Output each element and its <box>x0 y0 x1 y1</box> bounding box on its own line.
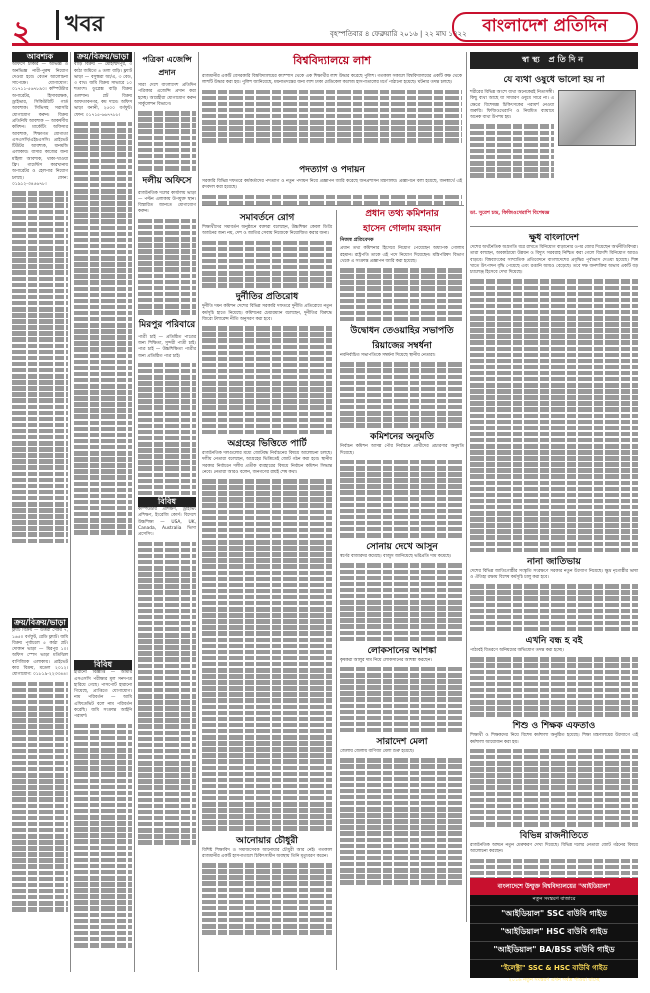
article-text-lines <box>202 479 332 831</box>
classified-column-2 <box>74 52 132 652</box>
advertisement[interactable] <box>470 878 638 992</box>
newspaper-logo[interactable]: বাংলাদেশ প্রতিদিন <box>452 12 638 42</box>
headline[interactable]: কমিশনের অনুমতি <box>370 432 434 443</box>
article-text: নির্বাচন কমিশন আসন্ন পৌর নির্বাচনে প্রার্থীদের প্রচারণার অনুমতি দিয়েছে। <box>340 444 464 456</box>
headline-line-2[interactable]: রিয়াজের সম্বর্ধনা <box>372 341 432 352</box>
article-text: সরকারি বিভিন্ন দফতরে কর্মকর্তাদের পদত্যাগ ও নতুন পদায়ন নিয়ে প্রজ্ঞাপন জারি করেছে জনপ্রশাসন মন্ত্রণালয়। প্রজ্ঞাপনে বলা হয়েছে, জনস্বার্থে এই রদবদল করা হয়েছে। <box>202 179 462 191</box>
article-text: রাজনৈতিক দলগুলোর মধ্যে জোটবদ্ধ নির্বাচনের বিষয়ে আলোচনা চলছে। দলীয় নেতারা বলেছেন, আগ্রহের ভিত্তিতেই জোট গঠন করা হবে। স্থানীয় সরকার নির্বাচনে দলীয় প্রতীক ব্যবহারের বিষয়ে নির্বাচন কমিশন সিদ্ধান্ত নেবে। নেতারা আরও বলেন, জনগণের রায়ই শেষ কথা। <box>202 450 332 475</box>
classified-heading: আবশ্যক <box>12 52 68 62</box>
headline[interactable]: সমাবর্তনে রোগ <box>239 213 295 223</box>
right-center-column <box>340 52 464 970</box>
feature-author: ডা. সুরেশ চন্দ্র, ফিজিওথেরাপি বিশেষজ্ঞ <box>470 210 550 216</box>
headline-line-2[interactable]: হাসেন গোলাম রহমান <box>363 224 441 234</box>
right-column-stories <box>470 230 638 920</box>
classified-text-lines <box>138 111 196 170</box>
article-text: দুর্নীতি দমন কমিশন দেশের বিভিন্ন সরকারি দফতরে দুর্নীতি প্রতিরোধে নতুন কর্মসূচি হাতে নিয়েছে। কমিশনের চেয়ারম্যান বলেছেন, দুর্নীতির বিরুদ্ধে জিরো টলারেন্স নীতি অনুসরণ করা হবে। <box>202 304 332 322</box>
article-text-lines <box>470 749 638 827</box>
article-text-lines <box>340 563 464 641</box>
classified-text: ফ্ল্যাট বিক্রয় — উত্তরা সেক্টর ৭, ১৬৫০ বর্গফুট, রেডি ফ্ল্যাট। জমি বিক্রয় পূর্বাচলে ৫ কাঠা প্লট। দোকান ভাড়া — মিরপুর ১০। অফিস স্পেস ভাড়া মতিঝিল বাণিজ্যিক এলাকায়। প্রাইভেট কার বিক্রয়, মডেল ২০১২। যোগাযোগ: ০১৮১৯-২২৩৩৪৪। <box>12 628 68 678</box>
headline[interactable]: সোনায় দেখে আসুন <box>366 542 438 553</box>
article-text: রাজনৈতিক অঙ্গনে নতুন মেরুকরণ দেখা দিয়েছে। বিভিন্ন দলের নেতারা জোট গঠনের বিষয়ে আলোচনা করছেন। <box>470 843 638 855</box>
ad-product-ba-bss: "আইডিয়াল" BA/BSS বাউবি গাইড <box>470 941 638 959</box>
article-text-lines <box>470 657 638 716</box>
headline[interactable]: শিশু ও শিক্ষক এফতাও <box>512 721 596 732</box>
classified-text-lines <box>74 724 132 948</box>
ad-product-hsc: "আইডিয়াল" HSC বাউবি গাইড <box>470 923 638 941</box>
article-text: শিক্ষার্থীদের সমাবর্তন অনুষ্ঠানে বক্তারা বলেছেন, উচ্চশিক্ষা কেবল ডিগ্রি অর্জনের জন্য নয়, দেশ ও জাতির সেবায় নিজেকে নিয়োজিত করার জন্য। <box>202 225 332 237</box>
section-title: খবর <box>56 10 104 40</box>
ad-product-ssc: "আইডিয়াল" SSC বাউবি গাইড <box>470 905 638 923</box>
article-text: জেলায় জেলায় বাণিজ্য মেলা শুরু হয়েছে। <box>340 749 415 755</box>
article-text-lines <box>340 362 464 427</box>
dateline: বৃহস্পতিবার ৪ ফেব্রুয়ারি ২০১৬ | ২২ মাঘ ১৪২২ <box>330 30 467 38</box>
ad-footer: ২০১৬ নতুন সংস্করণ এখন সর্বত্র পাওয়া যাচ্ছে <box>508 977 600 983</box>
article-text-lines <box>470 279 638 552</box>
article-text-lines <box>340 667 464 732</box>
classified-text-lines <box>74 122 132 535</box>
byline: নিজস্ব প্রতিবেদক <box>340 237 374 243</box>
classified-text-lines <box>12 682 68 912</box>
health-feature <box>470 52 638 222</box>
article-text-lines <box>340 460 464 538</box>
headline[interactable]: বিভিন্ন রাজনীতিতে <box>519 831 589 842</box>
article-text: স্বর্ণের বাজারদর কমেছে। বাজুস জানিয়েছে ভরিপ্রতি দাম কমেছে। <box>340 554 452 560</box>
headline[interactable]: সারাদেশ মেলা <box>376 737 428 748</box>
feature-body <box>470 90 554 210</box>
classified-subheading: মিরপুর পরিবারে <box>138 319 196 330</box>
classified-column-1 <box>12 52 68 612</box>
headline[interactable]: লোকসানের আশঙ্কা <box>367 645 437 656</box>
classified-heading: ক্রয়/বিক্রয়/ভাড়া <box>12 618 68 628</box>
classified-column-3 <box>138 52 196 972</box>
feature-photo <box>558 90 636 146</box>
article-text: বিশিষ্ট শিক্ষাবিদ ও সমাজসেবক আনোয়ার চৌধুরী আর নেই। গতকাল রাজধানীর একটি হাসপাতালে চিকিৎসাধীন অবস্থায় তিনি মৃত্যুবরণ করেন। <box>202 847 332 859</box>
article-text: দেশের বিভিন্ন জাতিগোষ্ঠীর সংস্কৃতি সংরক্ষণে সরকার নতুন উদ্যোগ নিয়েছে। ক্ষুদ্র নৃগোষ্ঠীর ভাষা ও ঐতিহ্য রক্ষায় বিশেষ কর্মসূচি চালু করা হবে। <box>470 568 638 580</box>
headline[interactable]: এখনি বন্ধ হ বই <box>525 636 583 647</box>
classified-text: হারানো বিজ্ঞপ্তি — আমার এসএসসি পরীক্ষার মূল সনদপত্র হারিয়ে গেছে। পাসপোর্ট হারানো গিয়েছে, প্রাপ্তিতে যোগাযোগ। নাম পরিবর্তন — আমি এফিডেভিট বলে নাম পরিবর্তন করেছি। জমি সংক্রান্ত আইনি পরামর্শ। <box>74 670 132 720</box>
article-text-lines <box>202 326 332 434</box>
article-text-lines <box>202 863 332 935</box>
headline[interactable]: নানা জাতিভায় <box>527 556 581 567</box>
headline[interactable]: বিশ্ববিদ্যালয়ে লাশ <box>293 54 371 67</box>
article-text: নবনির্বাচিত সভাপতিকে সম্বর্ধনা দিয়েছে স্থানীয় নেতারা। <box>340 353 436 359</box>
article-text-lines <box>202 241 332 288</box>
ad-subtitle: নতুন সংস্করণ বাজারে <box>532 896 576 902</box>
classified-column-1b <box>12 618 68 972</box>
classified-heading: ক্রয়/বিক্রয়/ভাড়া <box>74 52 132 62</box>
classified-text: সারা দেশে বাংলাদেশ প্রতিদিন পত্রিকার এজেন্সি প্রদান করা হচ্ছে। আগ্রহীরা যোগাযোগ করুন সার্কুলেশন বিভাগে। <box>138 83 196 107</box>
page-number: ২ <box>12 15 32 50</box>
classified-text-lines <box>138 219 196 315</box>
classified-column-2b <box>74 660 132 972</box>
center-column <box>202 210 332 970</box>
classified-text-lines <box>12 191 68 543</box>
article-text: শরীরের বিভিন্ন অংশে ব্যথা অনেকেরই নিত্যসঙ্গী। কিছু ব্যথা আছে যা সাধারণ ওষুধে সারে না। এ ক্ষেত্রে বিশেষজ্ঞ চিকিৎসকের পরামর্শ নেওয়া জরুরি। ফিজিওথেরাপি ও নিয়মিত ব্যায়ামে অনেক ব্যথা উপশম হয়। <box>470 90 554 121</box>
headline[interactable]: আনোয়ার চৌধুরী <box>236 835 298 846</box>
article-text: পাঠ্যবই বিতরণে অনিয়মের অভিযোগ তদন্ত করা হচ্ছে। <box>470 648 564 654</box>
ad-product-electra: "ইলেক্ট্রা" SSC & HSC বাউবি গাইড <box>470 959 638 976</box>
article-text: কৃষকরা আলুর দাম নিয়ে লোকসানের আশঙ্কা করছেন। <box>340 657 432 663</box>
classified-text: অফিসে চাকরি — অভিজ্ঞ ও অনভিজ্ঞ নারী-পুরুষ নিয়োগ দেওয়া হবে। বেতন আলোচনা সাপেক্ষে। যোগাযোগ: ০১৭১১-৫৬৭৮৯০। কম্পিউটার অপারেটর, হিসাবরক্ষক, ড্রাইভার, সিকিউরিটি গার্ড আবশ্যক। সিভিসহ সরাসরি যোগাযোগ করুন। বিক্রয় প্রতিনিধি আবশ্যক — আকর্ষণীয় কমিশন। মার্কেটিং অফিসার আবশ্যক, শিক্ষাগত যোগ্যতা এসএসসি/এইচএসসি। প্রাইভেট টিউটর আবশ্যক, ধানমন্ডি এলাকায়। বাসার কাজের জন্য মহিলা আবশ্যক, থাকা-খাওয়া ফ্রি। গার্মেন্টস কারখানায় অপারেটর ও হেলপার নিয়োগ চলছে। ফোন: ০১৯১২-৩৪৫৬৭৮। <box>12 62 68 187</box>
classified-text: কম্পিউটার প্রশিক্ষণ, ড্রাইভিং প্রশিক্ষণ, ইংরেজি কোর্স। বিদেশে উচ্চশিক্ষা — USA, UK, Canada, Australia ভিসা প্রসেসিং। <box>138 507 196 538</box>
feature-label: স্বাস্থ্য প্রতিদিন <box>470 52 638 69</box>
classified-heading: বিবিধ <box>74 660 132 670</box>
article-text-lines <box>470 584 638 631</box>
headline[interactable]: ক্ষুধ বাংলাদেশ <box>529 233 579 243</box>
classified-text: বাড়ি বিক্রয় — মোহাম্মদপুর, ৩ কাঠা জমিতে ৪ তলা বাড়ি। ফ্ল্যাট ভাড়া — বসুন্ধরা আ/এ, ৩ বেড, ৩ বাথ। জমি বিক্রয় সাভারে ১০ শতাংশ। ডুপ্লেক্স বাড়ি বিক্রয় গুলশান। প্লট বিক্রয় আফতাবনগর, কম দামে। অফিস ভাড়া বনানী, ২৫০০ বর্গফুট। ফোন: ০১৭১৫-৬৬৭৭৮৮। <box>74 62 132 118</box>
classified-heading: পত্রিকা এজেন্সি প্রদান <box>142 55 192 77</box>
article-text-lines <box>340 758 464 884</box>
article-text: শিক্ষার্থী ও শিক্ষকদের নিয়ে বিশেষ কর্মশালা অনুষ্ঠিত হয়েছে। শিক্ষা মন্ত্রণালয়ের উদ্যোগে এই কর্মশালা আয়োজন করা হয়। <box>470 733 638 745</box>
headline[interactable]: প্রধান তথ্য কমিশনার <box>365 209 439 219</box>
ad-phone: ফোন: ০১৭১১-১২৩৪৫৬, ০১৯১১-৬৫৪৩২১ <box>512 987 596 992</box>
article-text: প্রধান তথ্য কমিশনার হিসেবে নিয়োগ পেয়েছেন অধ্যাপক গোলাম রহমান। রাষ্ট্রপতি তাকে এই পদে নিয়োগ দিয়েছেন। মন্ত্রিপরিষদ বিভাগ থেকে এ সংক্রান্ত প্রজ্ঞাপন জারি করা হয়েছে। <box>340 246 464 264</box>
classified-text: পাত্রী চাই — প্রতিষ্ঠিত পাত্রের জন্য শিক্ষিতা, সুন্দরী পাত্রী চাই। পাত্র চাই — উচ্চশিক্ষিতা পাত্রীর জন্য প্রতিষ্ঠিত পাত্র চাই। <box>138 334 196 359</box>
headline[interactable]: দুর্নীতির প্রতিরোধ <box>235 292 299 303</box>
classified-text-lines <box>138 363 196 495</box>
classified-subheading: বিবিধ <box>138 497 196 507</box>
headline[interactable]: অগ্রহের ভিত্তিতে পার্টি <box>227 438 307 449</box>
article-text: দেশের অর্থনৈতিক অগ্রগতি ধরে রাখতে বিনিয়োগ বাড়ানোর ওপর জোর দিয়েছেন অর্থনীতিবিদরা। তারা বলছেন, অবকাঠামো উন্নয়ন ও বিদ্যুৎ সরবরাহ নিশ্চিত করা গেলে বিদেশি বিনিয়োগ আরও বাড়বে। বিশ্বব্যাংকের সাম্প্রতিক প্রতিবেদনে বাংলাদেশের প্রবৃদ্ধির পূর্বাভাস দেওয়া হয়েছে। শিল্প খাতে উৎপাদন বৃদ্ধি পেয়েছে এবং রপ্তানি আয়ও বেড়েছে। তবে দক্ষ জনশক্তির অভাব একটি বড় চ্যালেঞ্জ হিসেবে দেখা দিয়েছে। <box>470 245 638 276</box>
headline[interactable]: উদ্বোধন তেওয়াহির সভাপতি <box>350 326 454 337</box>
article-text-lines <box>340 268 464 321</box>
classified-text-lines <box>138 542 196 845</box>
feature-headline[interactable]: যে ব্যথা ওষুধে ভালো হয় না <box>503 75 605 85</box>
article-text: রাজধানীর একটি বেসরকারি বিশ্ববিদ্যালয়ের ক্যাম্পাস থেকে এক শিক্ষার্থীর লাশ উদ্ধার করেছে পুলিশ। গতকাল সকালে বিশ্ববিদ্যালয়ের একটি কক্ষ থেকে লাশটি উদ্ধার করা হয়। পুলিশ জানিয়েছে, ময়নাতদন্তের জন্য লাশ ঢাকা মেডিকেল কলেজ হাসপাতালের মর্গে পাঠানো হয়েছে। ঘটনার তদন্ত চলছে। <box>202 74 462 86</box>
ad-title: বাংলাদেশে উন্মুক্ত বিশ্ববিদ্যালয়ের "আইডিয়াল" <box>470 878 638 895</box>
classified-subheading: দলীয় অফিসে <box>142 175 192 186</box>
sub-headline[interactable]: পদত্যাগ ও পদায়ন <box>299 165 365 175</box>
classified-text: রাজনৈতিক দলের কার্যালয় ভাড়া — পল্টন এলাকায় উপযুক্ত স্থান। বিস্তারিত জানতে যোগাযোগ করুন। <box>138 190 196 215</box>
article-text-lines <box>470 124 554 177</box>
masthead <box>12 8 638 50</box>
